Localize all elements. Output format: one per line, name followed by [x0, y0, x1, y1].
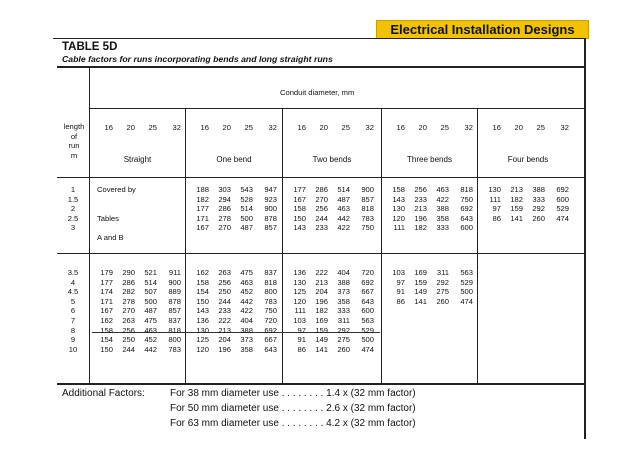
table-cell: 260 — [436, 296, 449, 306]
length-value: 1.5 — [67, 194, 79, 204]
table-cell: 125 — [196, 335, 209, 345]
tables-text: Tables — [97, 214, 119, 223]
table-cell: 358 — [240, 344, 253, 354]
table-cell: 120 — [293, 296, 306, 306]
table-cell: 130 — [392, 204, 405, 214]
rule-top — [57, 66, 585, 68]
table-cell: 800 — [168, 335, 181, 345]
table-cell: 244 — [218, 296, 231, 306]
diameter-label: 32 — [268, 123, 277, 132]
length-value: 2.5 — [67, 213, 79, 223]
table-cell: 911 — [168, 268, 181, 277]
table-cell: 275 — [436, 287, 449, 297]
table-cell: 256 — [122, 325, 135, 335]
table-cell: 333 — [532, 194, 545, 204]
table-cell: 290 — [122, 268, 135, 277]
table-cell: 204 — [218, 335, 231, 345]
table-cell: 800 — [264, 287, 277, 297]
table-cell: 158 — [392, 185, 405, 194]
table-cell: 947 — [264, 185, 277, 194]
length-value: 4.5 — [67, 287, 79, 297]
table-cell: 286 — [122, 277, 135, 287]
table-cell: 463 — [337, 204, 350, 214]
table-cell: 857 — [168, 306, 181, 316]
table-cell: 97 — [396, 277, 405, 287]
table-cell: 500 — [460, 287, 473, 297]
table-cell: 130 — [293, 277, 306, 287]
table-cell: 600 — [361, 306, 374, 316]
table-cell: 159 — [414, 277, 427, 287]
table-cell: 177 — [100, 277, 113, 287]
table-cell: 169 — [315, 316, 328, 325]
rule-bottom — [57, 383, 585, 385]
table-cell: 182 — [414, 223, 427, 233]
table-cell: 720 — [264, 316, 277, 325]
table-cell: 923 — [264, 194, 277, 204]
table-cell: 292 — [337, 325, 350, 335]
table-cell: 358 — [337, 296, 350, 306]
diameter-label: 32 — [172, 123, 181, 132]
table-cell: 500 — [240, 213, 253, 223]
table-cell: 487 — [144, 306, 157, 316]
diameter-label: 25 — [440, 123, 449, 132]
table-cell: 692 — [460, 204, 473, 214]
table-cell: 141 — [510, 213, 523, 223]
length-value: 6 — [70, 306, 76, 316]
table-cell: 750 — [264, 306, 277, 316]
table-cell: 783 — [168, 344, 181, 354]
table-cell: 311 — [337, 316, 350, 325]
table-cell: 111 — [294, 306, 306, 316]
table-frame — [53, 38, 586, 439]
table-cell: 475 — [144, 316, 157, 325]
diameter-label: 25 — [244, 123, 253, 132]
diameter-label: 16 — [297, 123, 306, 132]
table-cell: 442 — [337, 213, 350, 223]
table-cell: 171 — [196, 213, 209, 223]
table-cell: 154 — [100, 335, 113, 345]
table-cell: 233 — [218, 306, 231, 316]
rule-length-col — [89, 67, 90, 384]
length-value: 9 — [70, 335, 76, 345]
table-cell: 158 — [100, 325, 113, 335]
table-cell: 333 — [337, 306, 350, 316]
diameter-label: 32 — [464, 123, 473, 132]
table-cell: 270 — [315, 194, 328, 204]
table-cell: 233 — [414, 194, 427, 204]
table-cell: 667 — [264, 335, 277, 345]
table-cell: 120 — [392, 213, 405, 223]
diameter-label: 16 — [396, 123, 405, 132]
diameter-label: 20 — [222, 123, 231, 132]
table-cell: 643 — [460, 213, 473, 223]
table-cell: 600 — [556, 194, 569, 204]
table-cell: 837 — [168, 316, 181, 325]
length-value: 2 — [70, 204, 76, 214]
table-cell: 86 — [492, 213, 501, 223]
group-four-bends: Four bends — [507, 155, 549, 164]
table-cell: 750 — [460, 194, 473, 204]
length-value: 1 — [70, 185, 76, 194]
table-cell: 463 — [144, 325, 157, 335]
table-cell: 857 — [264, 223, 277, 233]
table-cell: 286 — [218, 204, 231, 214]
table-cell: 149 — [414, 287, 427, 297]
table-cell: 91 — [396, 287, 405, 297]
table-cell: 528 — [240, 194, 253, 204]
length-value: 5 — [70, 296, 76, 306]
table-cell: 878 — [264, 213, 277, 223]
top-length-column — [62, 185, 84, 233]
banner-title: Electrical Installation Designs — [376, 20, 589, 39]
table-cell: 783 — [264, 296, 277, 306]
table-cell: 263 — [122, 316, 135, 325]
rule-under-conduit — [90, 108, 585, 109]
group-two-bends: Two bends — [312, 155, 352, 164]
table-cell: 422 — [337, 223, 350, 233]
table-cell: 667 — [361, 287, 374, 297]
group-straight: Straight — [123, 155, 152, 164]
table-cell: 474 — [556, 213, 569, 223]
rule-group-3 — [381, 109, 382, 384]
additional-factor-50: For 50 mm diameter use . . . . . . . . 2.6 x (32 mm factor) — [170, 403, 416, 414]
table-cell: 643 — [264, 344, 277, 354]
table-cell: 256 — [315, 204, 328, 214]
table-cell: 643 — [361, 296, 374, 306]
table-cell: 818 — [361, 204, 374, 214]
table-cell: 154 — [196, 287, 209, 297]
table-cell: 388 — [532, 185, 545, 194]
table-cell: 213 — [315, 277, 328, 287]
table-cell: 143 — [293, 223, 306, 233]
table-cell: 136 — [293, 268, 306, 277]
table-cell: 388 — [436, 204, 449, 214]
diameter-label: 16 — [200, 123, 209, 132]
table-cell: 149 — [315, 335, 328, 345]
length-value: 3.5 — [67, 268, 79, 277]
table-cell: 125 — [293, 287, 306, 297]
table-cell: 263 — [218, 268, 231, 277]
additional-factor-63: For 63 mm diameter use . . . . . . . . 4.2 x (32 mm factor) — [170, 418, 416, 429]
additional-factor-38: For 38 mm diameter use . . . . . . . . 1.4 x (32 mm factor) — [170, 388, 416, 399]
table-cell: 244 — [122, 344, 135, 354]
table-cell: 196 — [218, 344, 231, 354]
table-cell: 111 — [489, 194, 501, 204]
diameter-label: 16 — [104, 123, 113, 132]
diameter-label: 32 — [560, 123, 569, 132]
table-cell: 563 — [361, 316, 374, 325]
table-cell: 500 — [361, 335, 374, 345]
table-cell: 136 — [196, 316, 209, 325]
length-value: 7 — [70, 315, 76, 325]
table-cell: 179 — [100, 268, 113, 277]
table-cell: 529 — [556, 204, 569, 214]
table-cell: 278 — [122, 296, 135, 306]
table-cell: 514 — [337, 185, 350, 194]
table-cell: 442 — [240, 296, 253, 306]
table-cell: 837 — [264, 268, 277, 277]
table-cell: 487 — [240, 223, 253, 233]
table-cell: 474 — [460, 296, 473, 306]
table-cell: 750 — [361, 223, 374, 233]
table-cell: 521 — [144, 268, 157, 277]
group-one-bend: One bend — [216, 155, 252, 164]
rule-middle — [57, 253, 585, 254]
table-cell: 196 — [315, 296, 328, 306]
table-cell: 500 — [144, 296, 157, 306]
group-three-bends: Three bends — [407, 155, 452, 164]
table-cell: 404 — [337, 268, 350, 277]
table-cell: 86 — [297, 344, 306, 354]
table-cell: 177 — [196, 204, 209, 214]
table-title: TABLE 5D — [62, 41, 118, 53]
table-cell: 692 — [264, 325, 277, 335]
table-cell: 818 — [460, 185, 473, 194]
table-cell: 169 — [414, 268, 427, 277]
table-cell: 177 — [293, 185, 306, 194]
table-cell: 141 — [315, 344, 328, 354]
table-cell: 256 — [218, 277, 231, 287]
table-cell: 213 — [510, 185, 523, 194]
table-cell: 250 — [218, 287, 231, 297]
table-cell: 244 — [315, 213, 328, 223]
diameter-label: 25 — [341, 123, 350, 132]
table-cell: 260 — [532, 213, 545, 223]
table-cell: 159 — [315, 325, 328, 335]
table-cell: 130 — [488, 185, 501, 194]
table-cell: 507 — [144, 287, 157, 297]
diameter-label: 25 — [536, 123, 545, 132]
rule-group-2 — [282, 109, 283, 384]
table-cell: 167 — [293, 194, 306, 204]
table-cell: 260 — [337, 344, 350, 354]
table-cell: 174 — [100, 287, 113, 297]
diameter-label: 25 — [148, 123, 157, 132]
diameter-label: 20 — [319, 123, 328, 132]
table-cell: 514 — [144, 277, 157, 287]
length-value: 8 — [70, 325, 76, 335]
table-cell: 141 — [414, 296, 427, 306]
table-cell: 529 — [361, 325, 374, 335]
length-of-run-header: length of run m — [63, 122, 85, 160]
diameter-label: 16 — [492, 123, 501, 132]
table-cell: 388 — [240, 325, 253, 335]
table-cell: 275 — [337, 335, 350, 345]
table-cell: 422 — [240, 306, 253, 316]
bottom-length-column — [62, 268, 84, 354]
table-cell: 143 — [392, 194, 405, 204]
diameter-label: 20 — [514, 123, 523, 132]
table-cell: 86 — [396, 296, 405, 306]
table-cell: 373 — [240, 335, 253, 345]
table-cell: 270 — [122, 306, 135, 316]
table-cell: 292 — [532, 204, 545, 214]
table-cell: 475 — [240, 268, 253, 277]
length-value: 4 — [70, 277, 76, 287]
table-cell: 97 — [492, 204, 501, 214]
table-cell: 442 — [144, 344, 157, 354]
table-cell: 143 — [196, 306, 209, 316]
table-cell: 256 — [414, 185, 427, 194]
table-cell: 692 — [556, 185, 569, 194]
table-cell: 111 — [393, 223, 405, 233]
rule-group-4 — [477, 109, 478, 384]
table-cell: 543 — [240, 185, 253, 194]
table-cell: 103 — [392, 268, 405, 277]
rule-group-1 — [185, 109, 186, 384]
table-cell: 182 — [510, 194, 523, 204]
table-cell: 171 — [100, 296, 113, 306]
table-cell: 878 — [168, 296, 181, 306]
table-cell: 282 — [122, 287, 135, 297]
table-cell: 333 — [436, 223, 449, 233]
table-cell: 97 — [297, 325, 306, 335]
table-cell: 452 — [240, 287, 253, 297]
table-cell: 158 — [196, 277, 209, 287]
conduit-diameter-header: Conduit diameter, mm — [280, 88, 355, 97]
table-cell: 150 — [293, 213, 306, 223]
table-cell: 487 — [337, 194, 350, 204]
table-cell: 150 — [196, 296, 209, 306]
table-cell: 311 — [436, 268, 449, 277]
table-cell: 373 — [337, 287, 350, 297]
diameter-label: 20 — [418, 123, 427, 132]
table-cell: 213 — [218, 325, 231, 335]
table-cell: 900 — [168, 277, 181, 287]
table-cell: 270 — [218, 223, 231, 233]
table-cell: 182 — [196, 194, 209, 204]
table-cell: 167 — [100, 306, 113, 316]
covered-by-text: Covered by — [97, 185, 136, 194]
table-cell: 600 — [460, 223, 473, 233]
table-cell: 196 — [414, 213, 427, 223]
length-value: 3 — [70, 223, 76, 233]
additional-factors-label: Additional Factors: — [62, 388, 145, 399]
table-cell: 720 — [361, 268, 374, 277]
table-cell: 294 — [218, 194, 231, 204]
table-cell: 250 — [122, 335, 135, 345]
table-cell: 286 — [315, 185, 328, 194]
table-cell: 358 — [436, 213, 449, 223]
table-cell: 188 — [196, 185, 209, 194]
table-cell: 818 — [168, 325, 181, 335]
table-cell: 474 — [361, 344, 374, 354]
table-cell: 233 — [315, 223, 328, 233]
table-cell: 422 — [436, 194, 449, 204]
table-cell: 159 — [510, 204, 523, 214]
table-cell: 182 — [315, 306, 328, 316]
table-cell: 204 — [315, 287, 328, 297]
diameter-label: 20 — [126, 123, 135, 132]
diameter-label: 32 — [365, 123, 374, 132]
table-cell: 529 — [460, 277, 473, 287]
length-value: 10 — [68, 344, 78, 354]
table-cell: 818 — [264, 277, 277, 287]
table-cell: 388 — [337, 277, 350, 287]
table-cell: 783 — [361, 213, 374, 223]
table-cell: 120 — [196, 344, 209, 354]
table-cell: 889 — [168, 287, 181, 297]
table-cell: 514 — [240, 204, 253, 214]
table-cell: 222 — [218, 316, 231, 325]
table-cell: 692 — [361, 277, 374, 287]
table-cell: 162 — [196, 268, 209, 277]
table-cell: 404 — [240, 316, 253, 325]
table-cell: 563 — [460, 268, 473, 277]
table-cell: 150 — [100, 344, 113, 354]
table-cell: 900 — [264, 204, 277, 214]
table-cell: 463 — [436, 185, 449, 194]
table-cell: 857 — [361, 194, 374, 204]
table-subtitle: Cable factors for runs incorporating bends and long straight runs — [62, 54, 333, 64]
table-cell: 292 — [436, 277, 449, 287]
table-cell: 452 — [144, 335, 157, 345]
table-cell: 158 — [293, 204, 306, 214]
table-cell: 103 — [293, 316, 306, 325]
a-and-b-text: A and B — [97, 233, 124, 242]
table-cell: 222 — [315, 268, 328, 277]
table-cell: 162 — [100, 316, 113, 325]
table-cell: 278 — [218, 213, 231, 223]
table-cell: 463 — [240, 277, 253, 287]
table-cell: 213 — [414, 204, 427, 214]
table-cell: 91 — [297, 335, 306, 345]
table-cell: 900 — [361, 185, 374, 194]
table-cell: 167 — [196, 223, 209, 233]
rule-under-header — [57, 177, 585, 178]
table-cell: 130 — [196, 325, 209, 335]
table-cell: 303 — [218, 185, 231, 194]
